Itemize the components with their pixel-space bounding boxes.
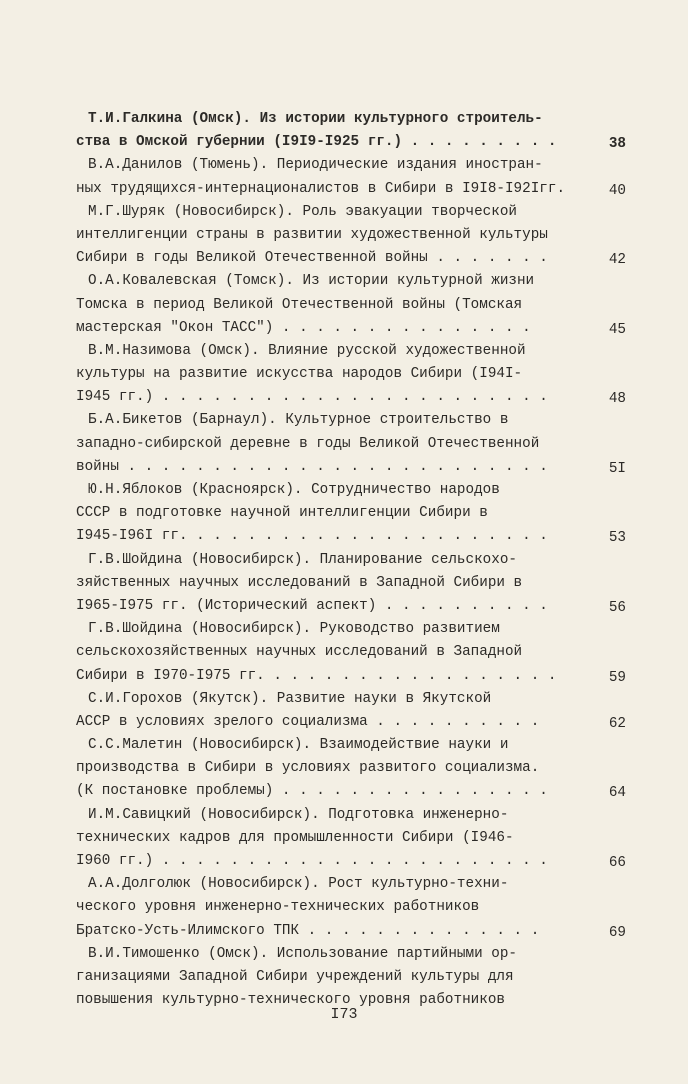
- toc-entry-title-line: Г.В.Шойдина (Новосибирск). Руководство развитием: [88, 621, 500, 638]
- toc-entry: [76, 618, 626, 688]
- toc-entry: [76, 479, 626, 549]
- toc-entry: [76, 409, 626, 479]
- toc-entry-line: АССР в условиях зрелого социализма . . . . . . . . . .: [76, 713, 540, 730]
- toc-entry-title-line: С.И.Горохов (Якутск). Развитие науки в Якутской: [88, 690, 492, 707]
- toc-entry-title-line: М.Г.Шуряк (Новосибирск). Роль эвакуации творческой: [88, 203, 517, 220]
- toc-entry-line: Томска в период Великой Отечественной войны (Томская: [76, 296, 523, 313]
- toc-entry: [76, 734, 626, 804]
- toc-entry-line: интеллигенции страны в развитии художественной культуры: [76, 226, 548, 243]
- toc-entry: [76, 108, 626, 154]
- toc-entry: [76, 340, 626, 410]
- toc-entry-title-line: Г.В.Шойдина (Новосибирск). Планирование сельскохо-: [88, 551, 517, 568]
- toc-page-number: 69: [608, 924, 626, 941]
- toc-entry-line: культуры на развитие искусства народов Сибири (I94I-: [76, 366, 523, 383]
- toc-entry-line: мастерская "Окон ТАСС") . . . . . . . . . . . . . . .: [76, 319, 531, 336]
- toc-entry-title-line: В.А.Данилов (Тюмень). Периодические издания иностран-: [88, 157, 543, 174]
- toc-entry-title-line: С.С.Малетин (Новосибирск). Взаимодействие науки и: [88, 737, 509, 754]
- toc-entry-line: I945 гг.) . . . . . . . . . . . . . . . . . . . . . . .: [76, 389, 548, 406]
- toc-page-number: 53: [608, 530, 626, 547]
- toc-entry-line: зяйственных научных исследований в Западной Сибири в: [76, 574, 523, 591]
- toc-entry-line: производства в Сибири в условиях развитого социализма.: [76, 760, 540, 777]
- toc-entry-title-line: В.М.Назимова (Омск). Влияние русской художественной: [88, 342, 526, 359]
- toc-entry-line: войны . . . . . . . . . . . . . . . . . . . . . . . . .: [76, 458, 548, 475]
- toc-entry-line: Братско-Усть-Илимского ТПК . . . . . . . . . . . . . .: [76, 922, 540, 939]
- toc-entry-line: ганизациями Западной Сибири учреждений культуры для: [76, 968, 514, 985]
- toc-entry-title-line: Ю.Н.Яблоков (Красноярск). Сотрудничество народов: [88, 482, 500, 498]
- toc-entry-title-line: Т.И.Галкина (Омск). Из истории культурного строитель-: [88, 111, 543, 127]
- toc-entry: [76, 943, 626, 1013]
- toc-entry-line: ных трудящихся-интернационалистов в Сибири в I9I8-I92Iгг.: [76, 180, 566, 197]
- toc-page-number: 62: [608, 715, 626, 732]
- toc-entry: [76, 201, 626, 271]
- toc-page-number: 48: [608, 391, 626, 408]
- toc-page-number: 38: [608, 136, 626, 153]
- toc-entry: [76, 549, 626, 619]
- table-of-contents: [76, 108, 626, 1012]
- toc-page-number: 40: [608, 182, 626, 199]
- toc-entry-line: Сибири в годы Великой Отечественной войны . . . . . . .: [76, 250, 548, 267]
- page-number: I73: [330, 1006, 358, 1023]
- toc-entry-title-line: И.М.Савицкий (Новосибирск). Подготовка инженерно-: [88, 806, 509, 823]
- toc-entry-line: сельскохозяйственных научных исследований в Западной: [76, 644, 523, 661]
- toc-entry-line: технических кадров для промышленности Сибири (I946-: [76, 829, 514, 846]
- toc-page-number: 59: [608, 669, 626, 686]
- toc-entry-line: I945-I96I гг. . . . . . . . . . . . . . . . . . . . . .: [76, 528, 548, 545]
- toc-entry: [76, 873, 626, 943]
- toc-entry-title-line: О.А.Ковалевская (Томск). Из истории культурной жизни: [88, 273, 535, 290]
- toc-entry-line: западно-сибирской деревне в годы Великой Отечественной: [76, 435, 540, 452]
- toc-page-number: 66: [608, 855, 626, 871]
- toc-entry-title-line: Б.А.Бикетов (Барнаул). Культурное строительство в: [88, 412, 509, 429]
- toc-entry-line: ческого уровня инженерно-технических работников: [76, 899, 480, 916]
- toc-entry-title-line: А.А.Долголюк (Новосибирск). Рост культурно-техни-: [88, 876, 509, 893]
- toc-page-number: 42: [608, 252, 626, 269]
- toc-entry-line: ства в Омской губернии (I9I9-I925 гг.) . . . . . . . . .: [76, 134, 557, 151]
- toc-page-number: 45: [608, 321, 626, 338]
- toc-entry-line: I960 гг.) . . . . . . . . . . . . . . . . . . . . . . .: [76, 853, 548, 869]
- toc-page-number: 64: [608, 785, 626, 802]
- toc-entry: [76, 270, 626, 340]
- toc-entry-line: I965-I975 гг. (Исторический аспект) . . . . . . . . . .: [76, 597, 548, 614]
- toc-page-number: 5I: [608, 460, 626, 477]
- toc-entry-line: Сибири в I970-I975 гг. . . . . . . . . . . . . . . . . .: [76, 667, 557, 684]
- toc-entry: [76, 688, 626, 734]
- toc-entry-line: (К постановке проблемы) . . . . . . . . . . . . . . . .: [76, 783, 548, 800]
- toc-page-number: 56: [608, 599, 626, 616]
- toc-entry-title-line: В.И.Тимошенко (Омск). Использование партийными ор-: [88, 945, 517, 962]
- toc-entry: [76, 804, 626, 874]
- toc-entry: [76, 154, 626, 200]
- toc-entry-line: повышения культурно-технического уровня работников: [76, 992, 505, 1009]
- toc-entry-line: СССР в подготовке научной интеллигенции Сибири в: [76, 505, 488, 522]
